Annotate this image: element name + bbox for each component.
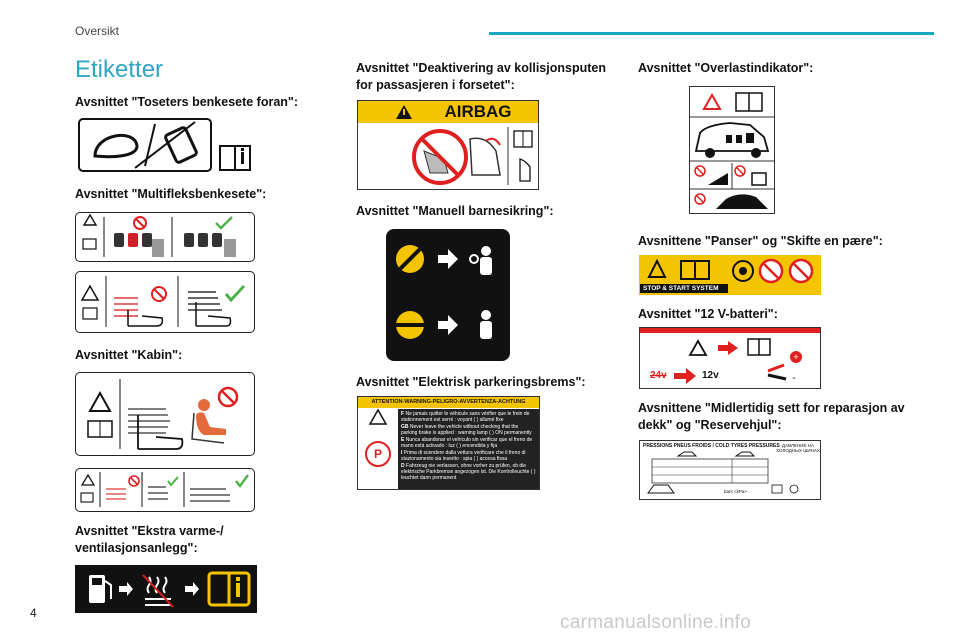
warning-triangle-icon xyxy=(649,261,665,277)
manual-book-icon xyxy=(748,339,770,355)
section-heading-repair: Avsnittene "Midlertidig sett for reparasjon av dekk" og "Reservehjul": xyxy=(638,401,905,432)
child-locked-icon xyxy=(470,246,492,275)
tyre-pressure-units: bars <kPa> xyxy=(724,489,748,494)
header-accent-bar xyxy=(489,32,934,35)
tyre-pressure-label xyxy=(639,440,821,500)
svg-text:P: P xyxy=(373,447,383,461)
manual-book-icon xyxy=(220,146,250,170)
manual-book-icon xyxy=(209,573,249,605)
warning-triangle-icon xyxy=(90,393,110,411)
hand-icon xyxy=(520,159,530,181)
section-heading-heating: Avsnittet "Ekstra varme-/ ventilasjonsanlegg": xyxy=(75,524,224,555)
front-bench-label xyxy=(75,116,255,174)
jumper-cable-icon xyxy=(768,365,786,379)
parking-brake-label-header: ATTENTION-WARNING-PELIGRO-AVVERTENZA-ACHTUNG xyxy=(358,397,539,408)
battery-24v-text: 24v xyxy=(650,370,667,381)
brake-text-f: F Ne jamais quitter le véhicule sans vérifier que le frein de stationnement est serré : voyant ( ) allumé fixe xyxy=(401,411,530,423)
watermark: carmanualsonline.info xyxy=(560,612,752,633)
stop-start-text: STOP & START SYSTEM xyxy=(640,284,728,293)
child-lock-label xyxy=(386,229,510,361)
airbag-label-text: AIRBAG xyxy=(444,102,512,121)
section-heading-cabin: Avsnittet "Kabin": xyxy=(75,348,183,362)
arrow-icon xyxy=(119,582,133,596)
manual-book-icon xyxy=(88,421,112,437)
battery-label xyxy=(639,327,821,389)
airbag-label xyxy=(357,100,539,190)
arrow-icon xyxy=(438,249,458,269)
overload-label xyxy=(689,86,775,214)
svg-text:+: + xyxy=(793,352,799,362)
parking-brake-text-panel xyxy=(398,409,539,489)
checkmark-icon xyxy=(226,286,244,300)
tyre-icon xyxy=(790,485,798,493)
warning-triangle-icon xyxy=(704,95,720,109)
warning-triangle-icon xyxy=(82,286,98,300)
bonnet-label xyxy=(639,255,821,295)
section-heading-airbag: Avsnittet "Deaktivering av kollisjonsputen for passasjeren i forsetet": xyxy=(356,61,606,92)
cabin-label-small xyxy=(75,468,255,512)
parking-brake-label xyxy=(357,396,540,490)
warning-triangle-icon xyxy=(370,410,386,424)
section-heading-overload: Avsnittet "Overlastindikator": xyxy=(638,61,814,75)
header-section-title: Oversikt xyxy=(75,24,120,38)
manual-book-icon xyxy=(81,493,93,502)
page-number: 4 xyxy=(30,606,37,620)
car-icon xyxy=(678,452,696,456)
key-slot-locked-icon xyxy=(396,245,424,273)
tyre-pressure-header: PRESSIONS PNEUS FROIDS / COLD TYRES PRESSURES xyxy=(643,443,780,449)
svg-text:-: - xyxy=(792,373,796,384)
checkmark-icon xyxy=(236,475,248,486)
manual-book-icon xyxy=(83,308,97,319)
section-heading-child-lock: Avsnittet "Manuell barnesikring": xyxy=(356,204,554,218)
brake-text-gb: GB Never leave the vehicle without checking that the parking brake is applied : warning lamp ( ) ON permanently xyxy=(401,424,532,436)
warning-triangle-icon xyxy=(690,341,706,355)
heater-icon xyxy=(143,575,173,607)
multiflex-label-1 xyxy=(75,212,255,262)
section-heading-front-bench: Avsnittet "Toseters benkesete foran": xyxy=(75,95,299,109)
arrow-icon xyxy=(718,341,738,355)
page-title: Etiketter xyxy=(75,56,164,83)
seat-icon xyxy=(470,138,500,175)
tyre-pressure-side-text: ДАВЛЕНИЕ НА ХОЛОДНЫХ ШИНАХ xyxy=(776,443,820,453)
child-unlocked-icon xyxy=(480,310,492,339)
heating-label xyxy=(75,565,257,613)
key-slot-unlocked-icon xyxy=(396,311,424,339)
multiflex-label-2 xyxy=(75,271,255,333)
manual-book-icon xyxy=(736,93,762,111)
brake-text-e: E Nunca abandonar el vehículo sin verificar que el freno de mano está activado : luz ( ) encendida y fija xyxy=(401,437,533,449)
brake-text-i: I Prima di scendere dalla vettura verificare che il freno di stazionamento sia inserito : spia ( ) accesa fissa xyxy=(401,450,526,462)
fuel-pump-icon xyxy=(89,575,111,603)
warning-triangle-icon xyxy=(82,475,94,485)
section-heading-battery: Avsnittet "12 V-batteri": xyxy=(638,307,778,321)
manual-book-icon xyxy=(681,261,709,279)
battery-12v-text: 12v xyxy=(702,370,719,381)
manual-book-icon xyxy=(772,485,782,493)
section-heading-parking-brake: Avsnittet "Elektrisk parkeringsbrems": xyxy=(356,375,586,389)
brake-text-d: D Fahrzeug nie verlassen, ohne vorher zu prüfen, ob die elektrische Parkbremse angezogen ist. Die Kontrolleuchte ( ) leuchtet dann permanent xyxy=(401,463,536,481)
manual-book-icon xyxy=(83,239,96,249)
warning-triangle-icon xyxy=(84,215,96,225)
section-heading-multiflex: Avsnittet "Multifleksbenkesete": xyxy=(75,187,267,201)
checkmark-icon xyxy=(216,217,232,228)
section-heading-bonnet: Avsnittene "Panser" og "Skifte en pære": xyxy=(638,234,883,248)
cabin-label xyxy=(75,372,255,456)
